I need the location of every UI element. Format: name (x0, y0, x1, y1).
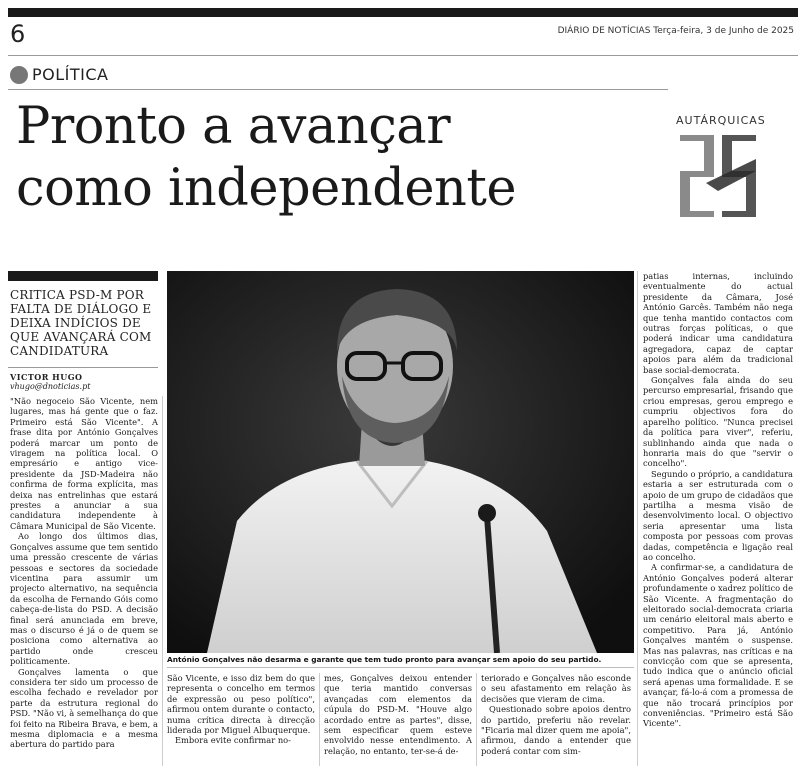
section-dot-icon (10, 66, 28, 84)
author-email: vhugo@dnoticias.pt (10, 382, 91, 391)
article-column-3 (324, 673, 472, 756)
section-divider (8, 89, 668, 90)
paragraph: Ao longo dos últimos dias, Gonçalves assume que tem sentido uma pressão crescente de várias pessoas e sectores da sociedade vicentina para assumir um projecto alternativo, na sequência da escolha de Fernando Góis como cabeça-de-lista do PSD. A decisão final será anunciada em breve, mas o discurso é já o de quem se posiciona como alternativa ao partido onde cresceu politicamente. (10, 531, 158, 667)
top-rule-bar (8, 8, 798, 17)
paragraph: patias internas, incluindo eventualmente do actual presidente da Câmara, José António Garcês. Também não nega que tenha mantido contactos com outras forças políticas, o que poderá indicar uma candidatura agregadora, capaz de captar apoios para além da tradicional base social-democrata. (643, 271, 793, 375)
column-divider (637, 271, 638, 766)
subhead-line: CRITICA PSD-M POR (10, 288, 145, 302)
paragraph: teriorado e Gonçalves não esconde o seu afastamento em relação às decisões que vieram de cima. (481, 673, 631, 704)
portrait-image (167, 271, 634, 653)
caption-divider (167, 667, 634, 668)
paragraph: A confirmar-se, a candidatura de António Gonçalves poderá alterar profundamente o xadrez político de São Vicente. A fragmentação do eleitorado social-democrata criaria um cenário eleitoral mais aberto e competitivo. Para já, António Gonçalves mantém o suspense. Mas nas palavras, nas críticas e na convicção com que se apresenta, tudo indica que o anúncio oficial será apenas uma formalidade. E se avançar, fá-lo-á com a promessa de que não trocará princípios por conveniências. "Primeiro está São Vicente". (643, 562, 793, 729)
column-divider (476, 673, 477, 766)
article-column-1 (10, 396, 158, 750)
paragraph: Gonçalves lamenta o que considera ter sido um processo de escolha fechado e revelador por parte da estrutura regional do PSD. "Não vi, à semelhança do que foi feito na Ribeira Brava, e bem, a mesma diplomacia e a mesma abertura do partido para (10, 666, 158, 750)
subhead-line: FALTA DE DIÁLOGO E (10, 302, 152, 316)
photo-caption: António Gonçalves não desarma e garante que tem tudo pronto para avançar sem apoio do seu partido. (167, 655, 602, 664)
page-number: 6 (10, 20, 26, 48)
paragraph: Segundo o próprio, a candidatura estaria a ser estruturada com o apoio de um grupo de cidadãos que partilha a mesma visão de desenvolvimento local. O objectivo seria apresentar uma lista composta por pessoas com provas dadas, competência e ligação real ao concelho. (643, 468, 793, 562)
paragraph: Embora evite confirmar no- (175, 735, 291, 746)
headline-line-1: Pronto a avançar (16, 97, 451, 156)
subhead (10, 288, 158, 358)
masthead-date: DIÁRIO DE NOTÍCIAS Terça-feira, 3 de Junho de 2025 (557, 26, 794, 36)
article-column-2 (167, 673, 315, 746)
paragraph: Gonçalves fala ainda do seu percurso empresarial, frisando que criou empresas, gerou emprego e cumpriu objectivos fora do aparelho político. "Nunca precisei da política para viver", referiu, sublinhando ainda que nada o honraria mais do que "servir o concelho". (643, 375, 793, 469)
author-name: VICTOR HUGO (10, 372, 83, 382)
autarquicas-logo (676, 114, 766, 221)
subhead-line: QUE AVANÇARÁ COM (10, 330, 152, 344)
column-divider (162, 396, 163, 766)
column-divider (319, 673, 320, 766)
subhead-bar (8, 271, 158, 281)
section-label: POLÍTICA (32, 65, 109, 84)
logo-number-25-icon (676, 131, 760, 221)
article-column-4 (481, 673, 631, 756)
article-photo (167, 271, 634, 653)
logo-label: AUTÁRQUICAS (676, 114, 766, 127)
paragraph: Questionado sobre apoios dentro do partido, preferiu não revelar. "Ficaria mal dizer quem me apoia", afirmou, dando a entender que poderá contar com sim- (481, 704, 631, 756)
subhead-line: DEIXA INDÍCIOS DE (10, 316, 141, 330)
paragraph: São Vicente, e isso diz bem do que representa o concelho em termos de expressão ou peso político", afirmou ontem durante o contacto, numa crítica directa à direcção liderada por Miguel Albuquerque. (167, 673, 315, 736)
paragraph: "Não negoceio São Vicente, nem lugares, mas há gente que o faz. Primeiro está São Vicente". A frase dita por António Gonçalves poderá marcar um ponto de viragem na política local. O empresário e antigo vice-presidente da JSD-Madeira não confirma de forma explícita, mas deixa nas entrelinhas que estará prestes a anunciar a sua candidatura independente à Câmara Municipal de São Vicente. (10, 396, 158, 531)
headline-line-2: como independente (16, 159, 517, 218)
byline-divider (8, 367, 158, 368)
paragraph: mes, Gonçalves deixou entender que teria mantido conversas avançadas com elementos da cúpula do PSD-M. "Houve algo acordado entre as partes", disse, sem especificar quem esteve envolvido nesse entendimento. A relação, no entanto, ter-se-á de- (324, 673, 472, 756)
headline (16, 96, 636, 220)
subhead-line: CANDIDATURA (10, 344, 109, 358)
header-divider (8, 55, 798, 56)
article-column-5 (643, 271, 793, 729)
section-tag (10, 65, 108, 84)
